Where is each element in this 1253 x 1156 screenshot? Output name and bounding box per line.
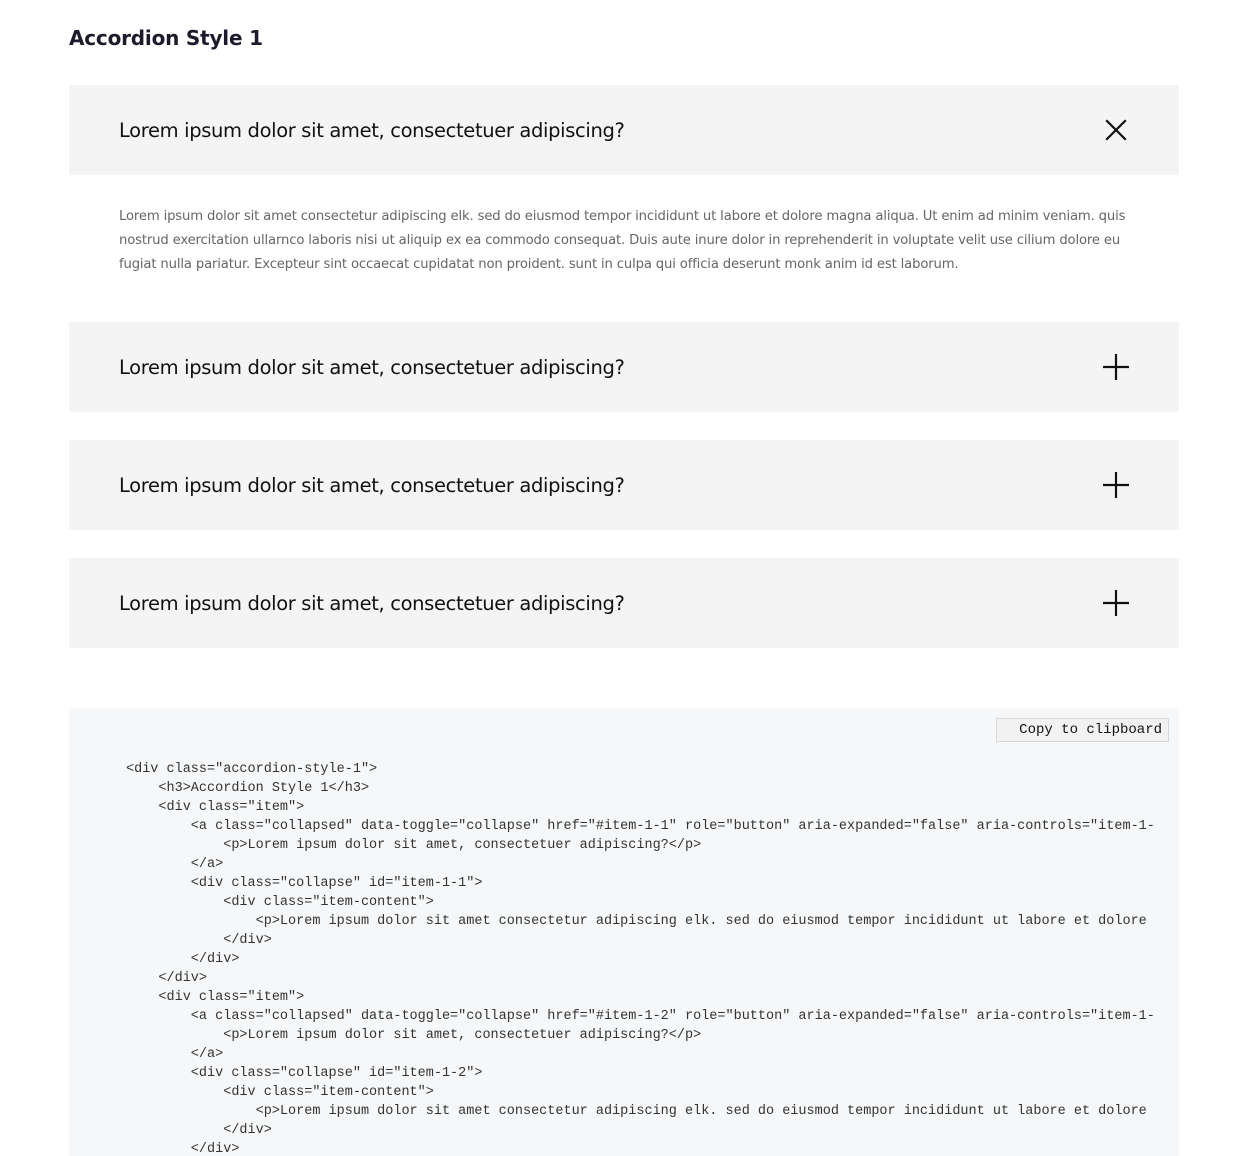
- code-line: <div class="item-content">: [126, 895, 434, 910]
- code-line: </a>: [126, 857, 224, 872]
- code-line: </a>: [126, 1047, 224, 1062]
- code-line: </div>: [126, 971, 208, 986]
- code-line: <div class="item">: [126, 800, 305, 815]
- code-line: <a class="collapsed" data-toggle="collapse" href="#item-1-2" role="button" aria-expanded="false" aria-controls="item-1-: [126, 1009, 1155, 1024]
- code-line: </div>: [126, 1142, 240, 1156]
- accordion-item-3: [69, 440, 1179, 530]
- accordion-answer-1: Lorem ipsum dolor sit amet consectetur adipiscing elk. sed do eiusmod tempor incididunt ut labore et dolore magna aliqua. Ut enim ad minim veniam. quis nostrud exercitation ullarnco laboris nisi ut aliquip ex ea commodo consequat. Duis aute inure dolor in reprehenderit in voluptate velit use cilium dolore eu fugiat nulla pariatur. Excepteur sint occaecat cupidatat non proident. sunt in culpa qui officia deserunt monk anim id est laborum.: [119, 209, 1126, 272]
- plus-icon[interactable]: [1101, 352, 1131, 382]
- code-line: <p>Lorem ipsum dolor sit amet consectetur adipiscing elk. sed do eiusmod tempor incididunt ut labore et dolore: [126, 1104, 1147, 1119]
- code-line: <div class="collapse" id="item-1-1">: [126, 876, 483, 891]
- code-line: </div>: [126, 933, 272, 948]
- code-line: <div class="collapse" id="item-1-2">: [126, 1066, 483, 1081]
- code-line: </div>: [126, 952, 240, 967]
- code-line: <a class="collapsed" data-toggle="collapse" href="#item-1-1" role="button" aria-expanded="false" aria-controls="item-1-: [126, 819, 1155, 834]
- code-line: <h3>Accordion Style 1</h3>: [126, 781, 370, 796]
- accordion-header-4[interactable]: [69, 558, 1179, 648]
- accordion-header-3[interactable]: [69, 440, 1179, 530]
- page-title: Accordion Style 1: [69, 26, 263, 50]
- accordion-item-4: [69, 558, 1179, 648]
- accordion-question-1: Lorem ipsum dolor sit amet, consectetuer adipiscing?: [119, 118, 625, 142]
- code-line: <p>Lorem ipsum dolor sit amet, consectetuer adipiscing?</p>: [126, 838, 702, 853]
- code-line: <div class="item">: [126, 990, 305, 1005]
- code-line: <div class="item-content">: [126, 1085, 434, 1100]
- code-line: <div class="accordion-style-1">: [126, 762, 378, 777]
- accordion-item-1: [69, 85, 1179, 322]
- code-line: </div>: [126, 1123, 272, 1138]
- accordion-header-1[interactable]: [69, 85, 1179, 175]
- accordion-question-2: Lorem ipsum dolor sit amet, consectetuer adipiscing?: [119, 355, 625, 379]
- accordion-header-2[interactable]: [69, 322, 1179, 412]
- accordion-content-1: [69, 175, 1179, 322]
- code-block: [126, 760, 1155, 1156]
- code-line: <p>Lorem ipsum dolor sit amet consectetur adipiscing elk. sed do eiusmod tempor incididunt ut labore et dolore: [126, 914, 1147, 929]
- close-icon[interactable]: [1101, 115, 1131, 145]
- plus-icon[interactable]: [1101, 470, 1131, 500]
- copy-to-clipboard-button[interactable]: Copy to clipboard: [996, 718, 1169, 742]
- accordion-item-2: [69, 322, 1179, 412]
- plus-icon[interactable]: [1101, 588, 1131, 618]
- code-snippet-panel: [69, 708, 1179, 1156]
- accordion-question-3: Lorem ipsum dolor sit amet, consectetuer adipiscing?: [119, 473, 625, 497]
- accordion-question-4: Lorem ipsum dolor sit amet, consectetuer adipiscing?: [119, 591, 625, 615]
- accordion: [69, 85, 1179, 648]
- code-line: <p>Lorem ipsum dolor sit amet, consectetuer adipiscing?</p>: [126, 1028, 702, 1043]
